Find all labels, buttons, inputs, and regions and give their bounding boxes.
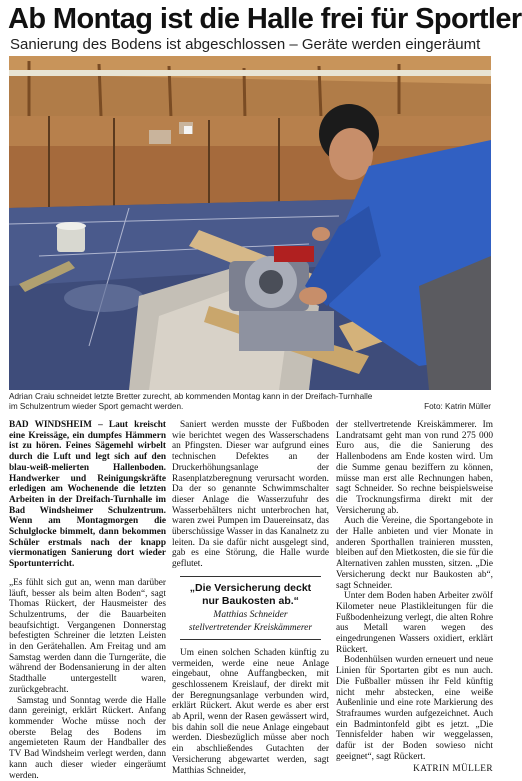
pull-quote-source-name: Matthias Schneider <box>213 609 288 620</box>
pull-quote <box>180 576 321 640</box>
pull-quote-source-role: stellvertretender Kreiskämmerer <box>188 622 313 633</box>
pull-quote-text: „Die Versicherung deckt nur Baukosten ab.“ <box>189 581 312 607</box>
subheadline: Sanierung des Bodens ist abgeschlossen – Geräte werden eingeräumt <box>10 36 481 53</box>
article-photo <box>9 56 491 390</box>
author-byline: KATRIN MÜLLER <box>413 763 493 774</box>
body-paragraph: der stellvertretende Kreiskämmerer. Im Landratsamt geht man von rund 275 000 Euro aus, die die Sanierung des Hallenbodens am Ende kosten wird. Um die Summe genau beziffern zu können, müsse man erst alle Rechnungen haben, sagt Schneider. So rechne beispielsweise die Trocknungsfirma direkt mit der Versicherung ab. <box>336 420 493 516</box>
column-1 <box>9 420 167 781</box>
body-paragraph: „Es fühlt sich gut an, wenn man darüber läuft, besser als beim alten Boden“, sagt Thomas Rückert, der Hausmeister des Schulzentrums, der die Bauarbeiten beaufsichtigt. Vergangenen Donnerstag befestigten Schreiner die letzten Leisten in den Gerätehallen. Am Freitag und am Samstag werden dann die Turngeräte, die während der Bodensanierung in der alten Stadthalle untergestellt waren, zurückgebracht. <box>9 577 166 695</box>
photo-credit: Foto: Katrin Müller <box>424 402 491 411</box>
body-paragraph: Bodenhülsen wurden erneuert und neue Linien für Sportarten gibt es nun auch. Die Fußballer müssen ihr Feld künftig nicht mehr abstecken, eine weiße Außenlinie und eine rote Markierung des Strafraumes wurden aufgezeichnet. Auch ein Badmintonfeld gibt es jetzt. „Die Tennisfelder haben wir weggelassen, dafür ist der Boden sowieso nicht geeignet“, sagt Rückert. <box>336 655 493 762</box>
headline: Ab Montag ist die Halle frei für Sportler <box>8 3 522 35</box>
body-paragraph: Samstag und Sonntag werde die Halle dann gereinigt, erklärt Rückert. Anfang kommender Woche müsse noch der oberste Belag des Bodens im angemieteten Raum der Handballer des TV Bad Windsheim verlegt werden, dann kann auch dieser wieder eingeräumt werden. <box>9 695 166 781</box>
body-paragraph: Um einen solchen Schaden künftig zu vermeiden, werde eine neue Anlage eingebaut, ohne Auffangbecken, mit geschlossenem Kreislauf, der direkt mit der Beregnungsanlage verbunden wird, erklärt Rückert. Akut werde es aber erst ab April, wenn der Rasen gewässert wird, bis dahin soll die neue Anlage eingebaut werden. Diesbezüglich müsse aber noch ein abschließendes Gutachten der Versicherung abgewartet werden, sagt Matthias Schneider, <box>172 647 329 776</box>
dateline: BAD WINDSHEIM <box>9 420 92 430</box>
lead-text: – Laut kreischt eine Kreissäge, ein dumpfes Hämmern ist zu hören. Feines Sägemehl wirbelt durch die Luft und legt sich auf den blau-weiß-melierten Hallenboden. Handwerker und Reinigungskräfte erledigen am Wochenende die letzten Arbeiten in der Dreifach-Turnhalle im Bad Windsheimer Schulzentrum. Wenn am Montagmorgen die Schulglocke bimmelt, dann bekommen Schüler erstmals nach der knapp viermonatigen Sanierung dort wieder Sportunterricht. <box>9 420 167 570</box>
column-3 <box>336 420 493 774</box>
column-2 <box>172 420 329 776</box>
body-paragraph: Auch die Vereine, die Sportangebote in der Halle anbieten und vier Monate in anderen Sporthallen trainieren mussten, bleiben auf den Mietkosten, die sie für die Alternativen zahlen mussten, sitzen. „Die Versicherung deckt nur Baukosten ab“, sagt Schneider. <box>336 516 493 591</box>
photo-caption <box>9 392 491 412</box>
body-paragraph: Unter dem Boden haben Arbeiter zwölf Kilometer neue Plastikleitungen für die Fußbodenheizung verlegt, die alten Rohre aus Metall waren wegen des eingedrungenen Wassers oxidiert, erklärt Rückert. <box>336 591 493 655</box>
lead-paragraph <box>9 420 166 570</box>
caption-text: Adrian Craiu schneidet letzte Bretter zurecht, ab kommenden Montag kann in der Dreifach-Turnhalle im Schulzentrum wieder Sport gemacht werden. <box>9 392 373 411</box>
body-paragraph: Saniert werden musste der Fußboden wie berichtet wegen des Wasserschadens an Pfingsten. Dieser war aufgrund eines technischen Defektes an der Druckerhöhungsanlage der Rasenplatzberegnung verursacht worden. Da der so genannte Schwimmschalter dieser Anlage die Wasserzufuhr des Wasserbehälters nicht unterbrochen hat, waren zwei Pumpen im Dauereinsatz, das überschüssige Wasser in das Kanalnetz zu leiten. Da sie dafür nicht ausgelegt sind, gab es eine Störung, die Halle wurde geflutet. <box>172 420 329 570</box>
